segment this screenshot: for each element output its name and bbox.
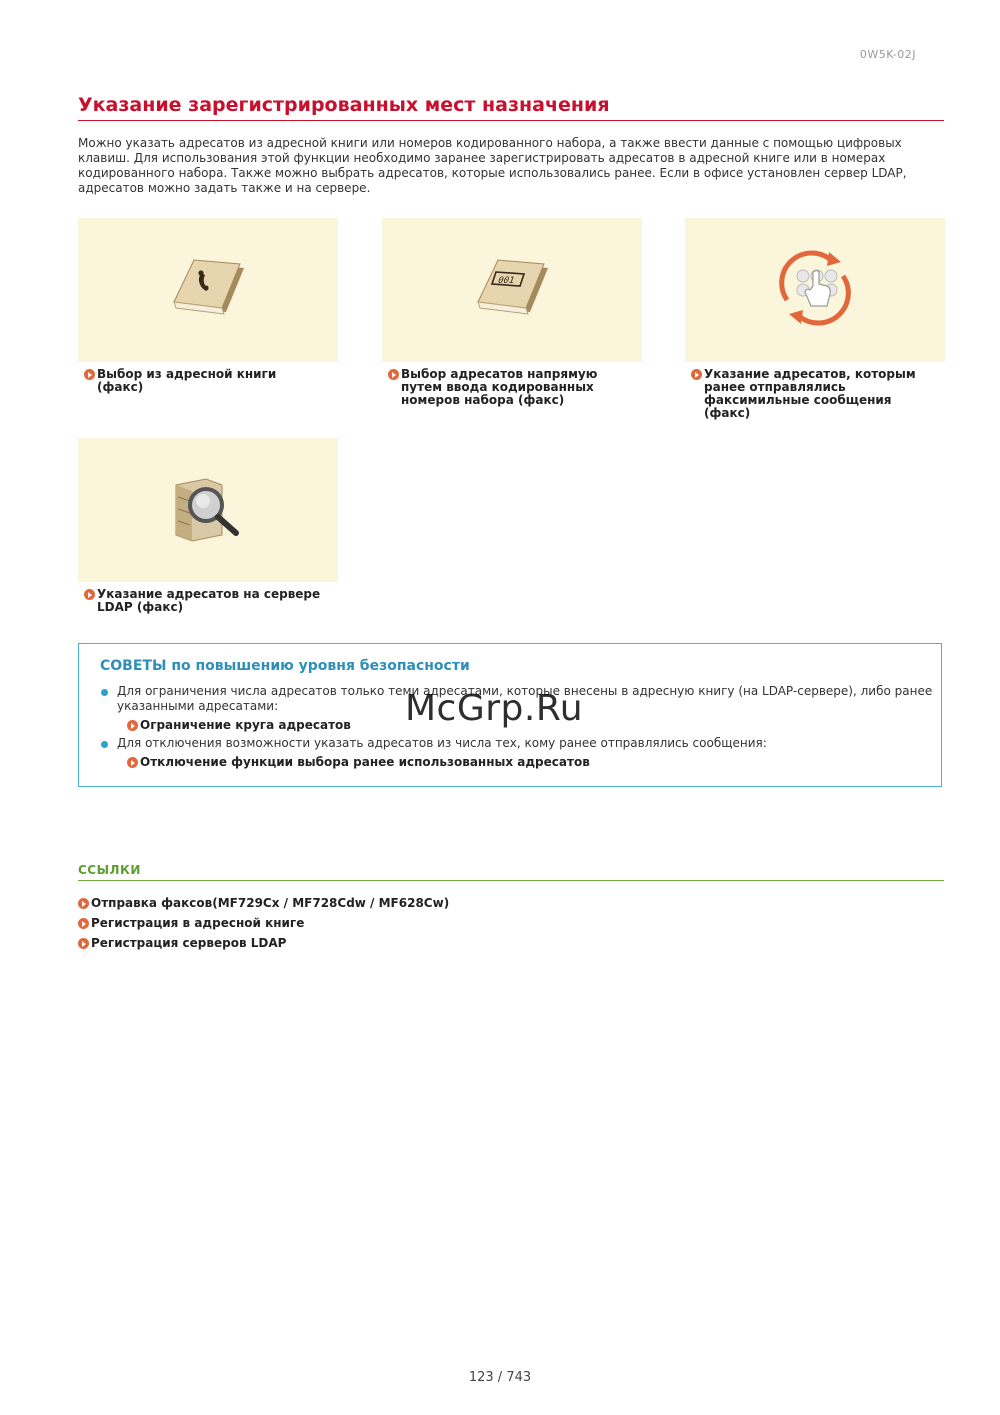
bullet-icon xyxy=(101,689,108,696)
ref-link-label: Отправка факсов(MF729Cx / MF728Cdw / MF628Cw) xyxy=(91,896,450,910)
arrow-right-icon xyxy=(78,938,89,949)
arrow-right-icon xyxy=(78,918,89,929)
card-label: Выбор адресатов напрямую путем ввода кодированных номеров набора (факс) xyxy=(401,367,598,407)
ldap-server-search-icon xyxy=(166,473,250,547)
coded-dial-number: 001 xyxy=(496,275,516,286)
card-link[interactable] xyxy=(382,362,642,407)
card-link[interactable] xyxy=(78,582,338,614)
arrow-right-icon xyxy=(691,369,702,380)
card-label: Указание адресатов, которым ранее отправлялись факсимильные сообщения (факс) xyxy=(704,367,916,420)
ref-link-ldap-servers[interactable] xyxy=(78,936,286,950)
arrow-right-icon xyxy=(84,369,95,380)
card-image xyxy=(382,218,642,362)
coded-dial-book-icon xyxy=(472,256,552,324)
card-ldap[interactable] xyxy=(78,438,338,614)
card-image xyxy=(78,438,338,582)
ref-link-sending-faxes[interactable] xyxy=(78,896,449,910)
page-title: Указание зарегистрированных мест назначения xyxy=(78,94,944,121)
card-link[interactable] xyxy=(78,362,338,394)
tip-text: Для отключения возможности указать адресатов из числа тех, кому ранее отправлялись сообщения: xyxy=(117,736,767,750)
card-previous-destinations[interactable] xyxy=(685,218,945,420)
tip-item xyxy=(101,736,937,751)
references-title: ССЫЛКИ xyxy=(78,863,944,881)
tip-link-restrict-destinations[interactable] xyxy=(127,718,351,732)
card-label: Выбор из адресной книги (факс) xyxy=(97,367,277,394)
tip-link-disable-recall[interactable] xyxy=(127,755,590,769)
card-link[interactable] xyxy=(685,362,945,420)
tip-link-label: Отключение функции выбора ранее использованных адресатов xyxy=(140,755,590,769)
arrow-right-icon xyxy=(127,757,138,768)
watermark: McGrp.Ru xyxy=(405,688,584,729)
arrow-right-icon xyxy=(78,898,89,909)
tip-link-label: Ограничение круга адресатов xyxy=(140,718,351,732)
arrow-right-icon xyxy=(388,369,399,380)
tips-title: СОВЕТЫ по повышению уровня безопасности xyxy=(100,658,470,674)
ref-link-label: Регистрация в адресной книге xyxy=(91,916,305,930)
keypad-recall-icon xyxy=(773,246,857,334)
address-book-phone-icon xyxy=(168,256,248,324)
tip-text: Для ограничения числа адресатов только теми адресатами, которые внесены в адресную книгу (на LDAP-сервере), либо ранее указанными адресатами: xyxy=(117,684,933,713)
card-image xyxy=(685,218,945,362)
ref-link-address-book[interactable] xyxy=(78,916,304,930)
card-image xyxy=(78,218,338,362)
arrow-right-icon xyxy=(84,589,95,600)
bullet-icon xyxy=(101,741,108,748)
arrow-right-icon xyxy=(127,720,138,731)
document-code: 0W5K-02J xyxy=(859,48,916,61)
card-address-book[interactable] xyxy=(78,218,338,394)
page-number: 123 / 743 xyxy=(468,1370,532,1385)
intro-paragraph: Можно указать адресатов из адресной книги или номеров кодированного набора, а также ввести данные с помощью цифровых клавиш. Для использования этой функции необходимо заранее зарегистрировать адресатов в адресной книге или в номерах кодированного набора. Также можно выбрать адресатов, которые использовались ранее. Если в офисе установлен сервер LDAP, адресатов можно задать также и на сервере. xyxy=(78,136,907,195)
card-coded-dial[interactable] xyxy=(382,218,642,407)
ref-link-label: Регистрация серверов LDAP xyxy=(91,936,287,950)
card-label: Указание адресатов на сервере LDAP (факс) xyxy=(97,587,321,614)
